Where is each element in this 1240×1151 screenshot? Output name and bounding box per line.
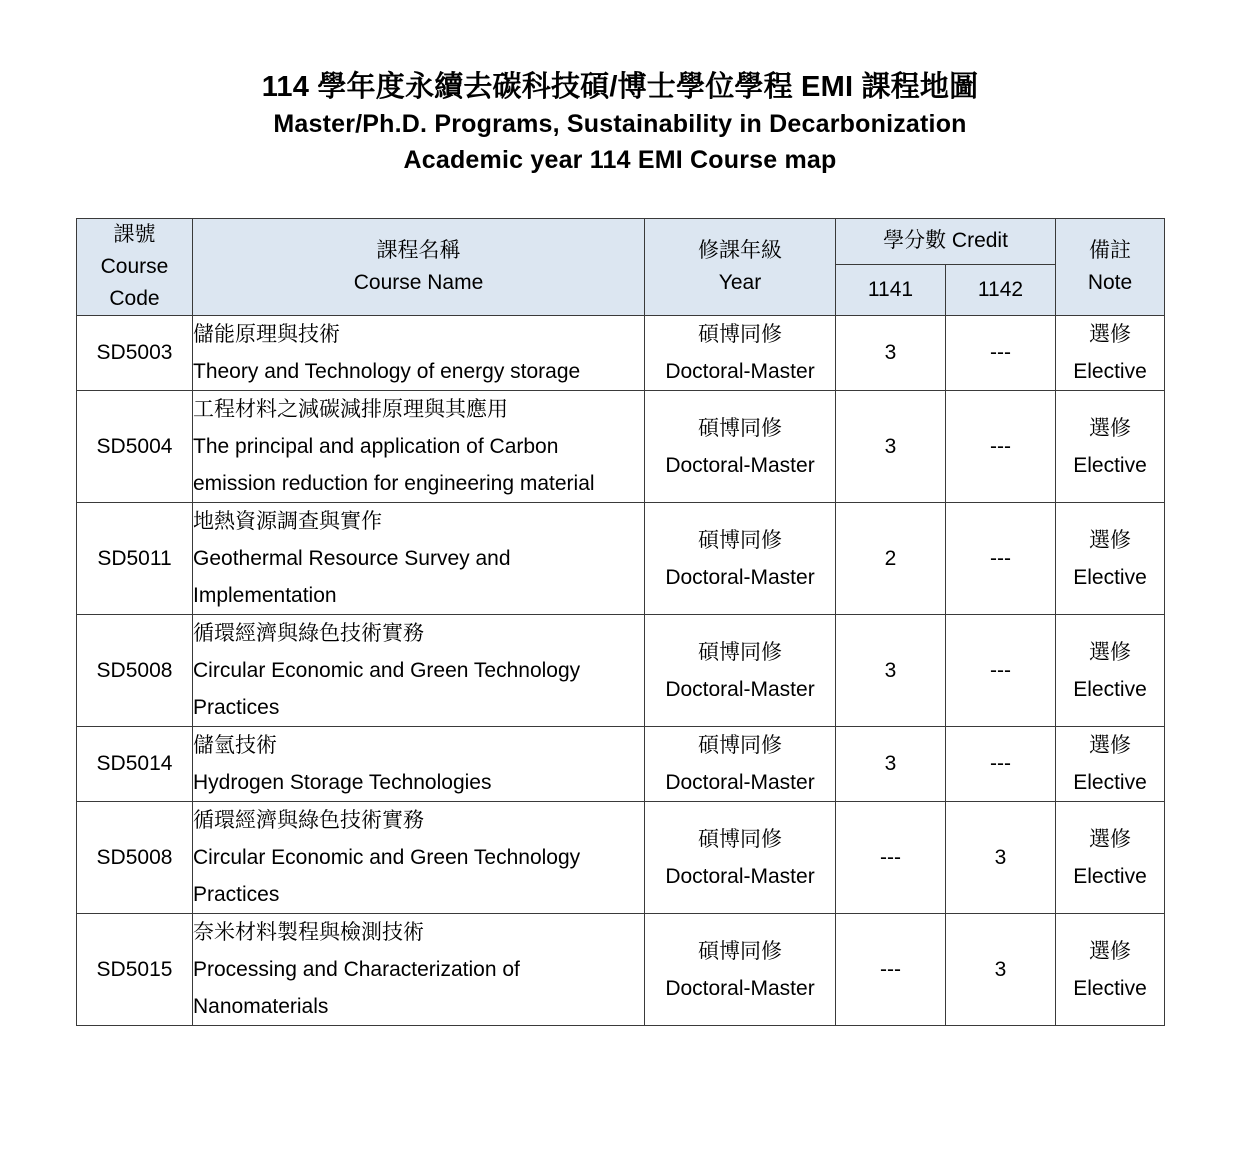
course-name-line-1: 儲氫技術 bbox=[193, 734, 277, 757]
header-credit-group: 學分數 Credit bbox=[836, 219, 1056, 265]
cell-credit-1141: 3 bbox=[836, 615, 946, 727]
note-line-1: 選修 bbox=[1089, 640, 1132, 664]
cell-course-name bbox=[193, 727, 645, 802]
note-line-2: Elective bbox=[1073, 864, 1147, 888]
year-line-1: 碩博同修 bbox=[698, 640, 782, 664]
cell-note bbox=[1056, 727, 1165, 802]
cell-course-code: SD5003 bbox=[77, 316, 193, 391]
cell-note bbox=[1056, 802, 1165, 914]
course-map-table bbox=[76, 218, 1165, 1026]
course-name-line-1: 奈米材料製程與檢測技術 bbox=[193, 921, 424, 944]
year-line-2: Doctoral-Master bbox=[665, 453, 815, 477]
header-credit-1141: 1141 bbox=[836, 264, 946, 315]
page-title bbox=[0, 68, 1240, 178]
note-line-1: 選修 bbox=[1089, 416, 1132, 440]
note-line-2: Elective bbox=[1073, 976, 1147, 1000]
table-row bbox=[77, 615, 1165, 727]
year-line-2: Doctoral-Master bbox=[665, 864, 815, 888]
cell-note bbox=[1056, 615, 1165, 727]
header-year-zh: 修課年級 bbox=[698, 239, 782, 262]
table-row bbox=[77, 391, 1165, 503]
table-body bbox=[77, 316, 1165, 1026]
header-course-code-en-1: Course bbox=[100, 255, 169, 278]
course-name-line-3: Practices bbox=[193, 696, 280, 719]
table-row bbox=[77, 727, 1165, 802]
cell-course-code: SD5004 bbox=[77, 391, 193, 503]
table-row bbox=[77, 316, 1165, 391]
course-name-line-3: Practices bbox=[193, 883, 280, 906]
note-line-2: Elective bbox=[1073, 360, 1147, 383]
course-name-line-1: 循環經濟與綠色技術實務 bbox=[193, 622, 424, 645]
cell-credit-1142: --- bbox=[946, 391, 1056, 503]
course-name-line-2: Theory and Technology of energy storage bbox=[193, 360, 581, 383]
cell-note bbox=[1056, 316, 1165, 391]
cell-credit-1141: 2 bbox=[836, 503, 946, 615]
cell-year bbox=[645, 615, 836, 727]
cell-credit-1141: --- bbox=[836, 914, 946, 1026]
note-line-2: Elective bbox=[1073, 453, 1147, 477]
header-course-name bbox=[193, 219, 645, 316]
header-note bbox=[1056, 219, 1165, 316]
cell-year bbox=[645, 316, 836, 391]
title-line-academic-year: Academic year 114 EMI Course map bbox=[403, 146, 837, 174]
header-course-code-zh: 課號 bbox=[113, 223, 156, 246]
course-name-line-2: Circular Economic and Green Technology bbox=[193, 659, 581, 682]
cell-course-name bbox=[193, 802, 645, 914]
note-line-1: 選修 bbox=[1089, 939, 1132, 963]
cell-note bbox=[1056, 503, 1165, 615]
course-name-line-2: Geothermal Resource Survey and bbox=[193, 547, 511, 570]
header-row-primary bbox=[77, 219, 1165, 265]
year-line-1: 碩博同修 bbox=[698, 323, 782, 346]
course-name-line-3: emission reduction for engineering material bbox=[193, 472, 595, 495]
cell-credit-1142: --- bbox=[946, 503, 1056, 615]
cell-year bbox=[645, 802, 836, 914]
cell-course-code: SD5015 bbox=[77, 914, 193, 1026]
cell-year bbox=[645, 914, 836, 1026]
title-line-program: Master/Ph.D. Programs, Sustainability in Decarbonization bbox=[273, 110, 967, 138]
note-line-1: 選修 bbox=[1089, 734, 1132, 757]
course-name-line-3: Nanomaterials bbox=[193, 995, 329, 1018]
note-line-1: 選修 bbox=[1089, 528, 1132, 552]
cell-course-code: SD5014 bbox=[77, 727, 193, 802]
cell-course-name bbox=[193, 391, 645, 503]
course-name-line-1: 工程材料之減碳減排原理與其應用 bbox=[193, 398, 508, 421]
cell-course-name bbox=[193, 914, 645, 1026]
table-header bbox=[77, 219, 1165, 316]
year-line-2: Doctoral-Master bbox=[665, 976, 815, 1000]
note-line-2: Elective bbox=[1073, 565, 1147, 589]
cell-credit-1142: --- bbox=[946, 615, 1056, 727]
year-line-1: 碩博同修 bbox=[698, 939, 782, 963]
cell-credit-1142: 3 bbox=[946, 802, 1056, 914]
header-note-en: Note bbox=[1087, 271, 1133, 294]
cell-year bbox=[645, 727, 836, 802]
header-course-name-zh: 課程名稱 bbox=[376, 239, 461, 262]
year-line-2: Doctoral-Master bbox=[665, 360, 815, 383]
cell-credit-1141: --- bbox=[836, 802, 946, 914]
header-credit-1142: 1142 bbox=[946, 264, 1056, 315]
table-row bbox=[77, 503, 1165, 615]
cell-year bbox=[645, 391, 836, 503]
course-name-line-2: Hydrogen Storage Technologies bbox=[193, 771, 492, 794]
cell-credit-1141: 3 bbox=[836, 316, 946, 391]
cell-credit-1141: 3 bbox=[836, 727, 946, 802]
cell-course-code: SD5008 bbox=[77, 615, 193, 727]
header-year-en: Year bbox=[718, 271, 762, 294]
note-line-1: 選修 bbox=[1089, 323, 1132, 346]
course-name-line-1: 儲能原理與技術 bbox=[193, 323, 340, 346]
note-line-2: Elective bbox=[1073, 771, 1147, 794]
cell-course-code: SD5008 bbox=[77, 802, 193, 914]
table-row bbox=[77, 914, 1165, 1026]
cell-year bbox=[645, 503, 836, 615]
year-line-1: 碩博同修 bbox=[698, 827, 782, 851]
cell-credit-1142: --- bbox=[946, 316, 1056, 391]
course-name-line-2: Circular Economic and Green Technology bbox=[193, 846, 581, 869]
cell-course-name bbox=[193, 316, 645, 391]
course-name-line-1: 地熱資源調查與實作 bbox=[193, 510, 382, 533]
note-line-1: 選修 bbox=[1089, 827, 1132, 851]
table-row bbox=[77, 802, 1165, 914]
cell-credit-1142: --- bbox=[946, 727, 1056, 802]
cell-course-name bbox=[193, 615, 645, 727]
title-line-chinese: 114 學年度永續去碳科技碩/博士學位學程 EMI 課程地圖 bbox=[261, 71, 979, 103]
course-name-line-3: Implementation bbox=[193, 584, 337, 607]
cell-note bbox=[1056, 391, 1165, 503]
cell-credit-1142: 3 bbox=[946, 914, 1056, 1026]
cell-course-code: SD5011 bbox=[77, 503, 193, 615]
header-year bbox=[645, 219, 836, 316]
year-line-1: 碩博同修 bbox=[698, 416, 782, 440]
header-course-code-en-2: Code bbox=[109, 287, 160, 310]
header-note-zh: 備註 bbox=[1089, 239, 1132, 262]
course-name-line-2: The principal and application of Carbon bbox=[193, 435, 559, 458]
note-line-2: Elective bbox=[1073, 677, 1147, 701]
year-line-1: 碩博同修 bbox=[698, 734, 782, 757]
year-line-2: Doctoral-Master bbox=[665, 771, 815, 794]
cell-note bbox=[1056, 914, 1165, 1026]
cell-credit-1141: 3 bbox=[836, 391, 946, 503]
header-course-code bbox=[77, 219, 193, 316]
year-line-1: 碩博同修 bbox=[698, 528, 782, 552]
year-line-2: Doctoral-Master bbox=[665, 565, 815, 589]
course-name-line-2: Processing and Characterization of bbox=[193, 958, 520, 981]
cell-course-name bbox=[193, 503, 645, 615]
header-course-name-en: Course Name bbox=[353, 271, 484, 294]
year-line-2: Doctoral-Master bbox=[665, 677, 815, 701]
course-table-container bbox=[76, 218, 1164, 1026]
course-name-line-1: 循環經濟與綠色技術實務 bbox=[193, 809, 424, 832]
